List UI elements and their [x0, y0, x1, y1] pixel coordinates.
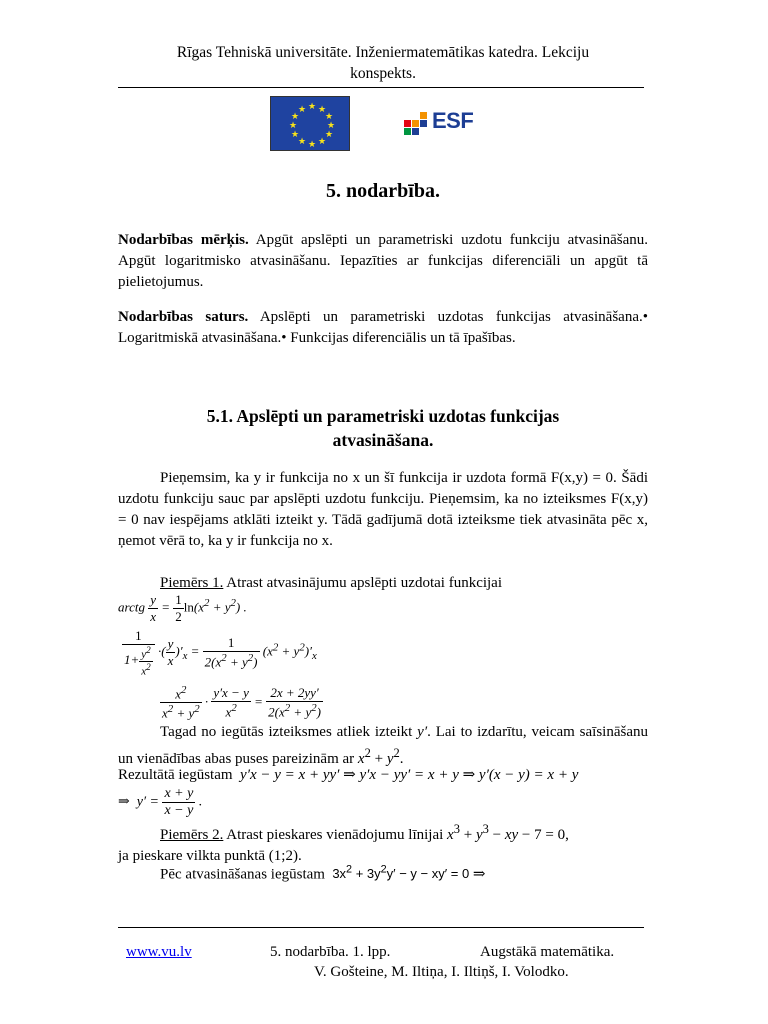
section-heading [118, 404, 648, 452]
example-1-label: Piemērs 1. [160, 575, 224, 591]
example-1-after-text-2: . Lai to izdarītu, veicam saīsināšanu un vienādības abas puses pareizinām ar [118, 724, 648, 767]
header-line-1: Rīgas Tehniskā universitāte. Inženiermatemātikas katedra. Lekciju [176, 44, 590, 61]
formula-step-1: 1 1+ $\frac{y^2}{x^2}$ ·( $\frac{y}{x}$ )$'_x$ = $\frac{1}{2(x^2 + y^2)}$ $(x^2 + y^2)'_x$ [124, 628, 317, 678]
footer-course: Augstākā matemātika. [480, 944, 615, 960]
example-1-after-text: Tagad no iegūtās izteiksmes atliek izteikt [160, 724, 413, 740]
footer-page-number: 5. nodarbība. 1. lpp. [270, 944, 391, 960]
example-2-text-2: ja pieskare vilkta punktā (1;2). [118, 848, 302, 864]
formula-given: arctg $\frac{y}{x}$ = $\frac{1}{2}$ $\ln(x^2 + y^2)$ . [118, 592, 247, 624]
example-2-label: Piemērs 2. [160, 827, 224, 843]
intro-paragraph: Pieņemsim, ka y ir funkcija no x un šī funkcija ir uzdota formā F(x,y) = 0. Šādi uzdotu funkciju sauc par apslēpti uzdotu funkciju. Pieņemsim, ka no izteiksmes F(x,y) = 0 nav iespējams atklāti izteikt y. Tādā gadījumā dotā izteiksme tiek atvasināta pēc x, ņemot vērā to, ka y ir funkcija no x. [118, 470, 648, 549]
esf-logo-text: ESF [432, 108, 474, 133]
content-text: Apslēpti un parametriski uzdotas funkcijas atvasināšana.• Logaritmiskā atvasināšana.• Funkcijas diferenciālis un tā īpašības. [118, 309, 648, 346]
footer-rule [118, 927, 644, 928]
logo-row [270, 96, 490, 152]
example-2-statement: Piemērs 2. Atrast pieskares vienādojumu līnijai $x^3 + y^3$ − xy − 7 = 0, ja pieskare vilkta punktā (1;2). [118, 822, 569, 864]
section-heading-line-2: atvasināšana. [332, 430, 434, 450]
content-paragraph [118, 307, 648, 349]
esf-mark-icon [402, 108, 432, 138]
content-label: Nodarbības saturs. [118, 309, 249, 325]
header-rule [118, 87, 644, 88]
example-2-text: Atrast pieskares vienādojumu līnijai [223, 827, 444, 843]
lesson-title: 5. nodarbība. [326, 180, 440, 202]
footer-link-vu[interactable]: www.vu.lv [126, 944, 192, 960]
example-1-continuation: Tagad no iegūtās izteiksmes atliek izteikt y′. Lai to izdarītu, veicam saīsināšanu un vienādības abas puses pareizinām ar $x^2 + y^2$. [118, 724, 648, 767]
goal-paragraph [118, 230, 648, 293]
example-1-result: Rezultātā iegūstam y′x − y = x + yy′ ⇒ y′x − yy′ = x + y ⇒ y′(x − y) = x + y [118, 767, 579, 783]
example-1-text: Atrast atvasinājumu apslēpti uzdotai funkcijai [223, 575, 503, 591]
header-line-2: konspekts. [350, 65, 416, 82]
section-heading-line-1: 5.1. Apslēpti un parametriski uzdotas funkcijas [206, 406, 560, 426]
eu-flag-logo: ★ ★ ★ ★ ★ ★ ★ ★ ★ ★ ★ ★ [270, 96, 350, 151]
esf-logo [402, 108, 482, 138]
example-2-lead: Pēc atvasināšanas iegūstam [160, 866, 325, 883]
goal-label: Nodarbības mērķis. [118, 232, 249, 248]
example-2-derivation: Pēc atvasināšanas iegūstam $3x^2 + 3y^2y' - y - xy' = 0$ ⇒ [160, 864, 486, 883]
formula-step-2: $\frac{x^2}{x^2 + y^2}$ · $\frac{y'x - y}{x^2}$ = $\frac{2x + 2yy'}{2(x^2 + y^2)}$ [162, 684, 321, 721]
formula-result: ⇒ y′ = $\frac{x + y}{x - y}$ . [118, 786, 203, 818]
example-1-statement [118, 573, 648, 594]
page-header [118, 42, 648, 84]
footer-authors: V. Gošteine, M. Iltiņa, I. Iltiņš, I. Volodko. [314, 964, 569, 980]
goal-text: Apgūt apslēpti un parametriski uzdotu funkciju atvasināšanu. Apgūt logaritmisko atvasināšanu. Iepazīties ar funkcijas diferenciāli un apgūt tā pielietojumus. [118, 232, 648, 290]
result-lead-text: Rezultātā iegūstam [118, 767, 233, 783]
